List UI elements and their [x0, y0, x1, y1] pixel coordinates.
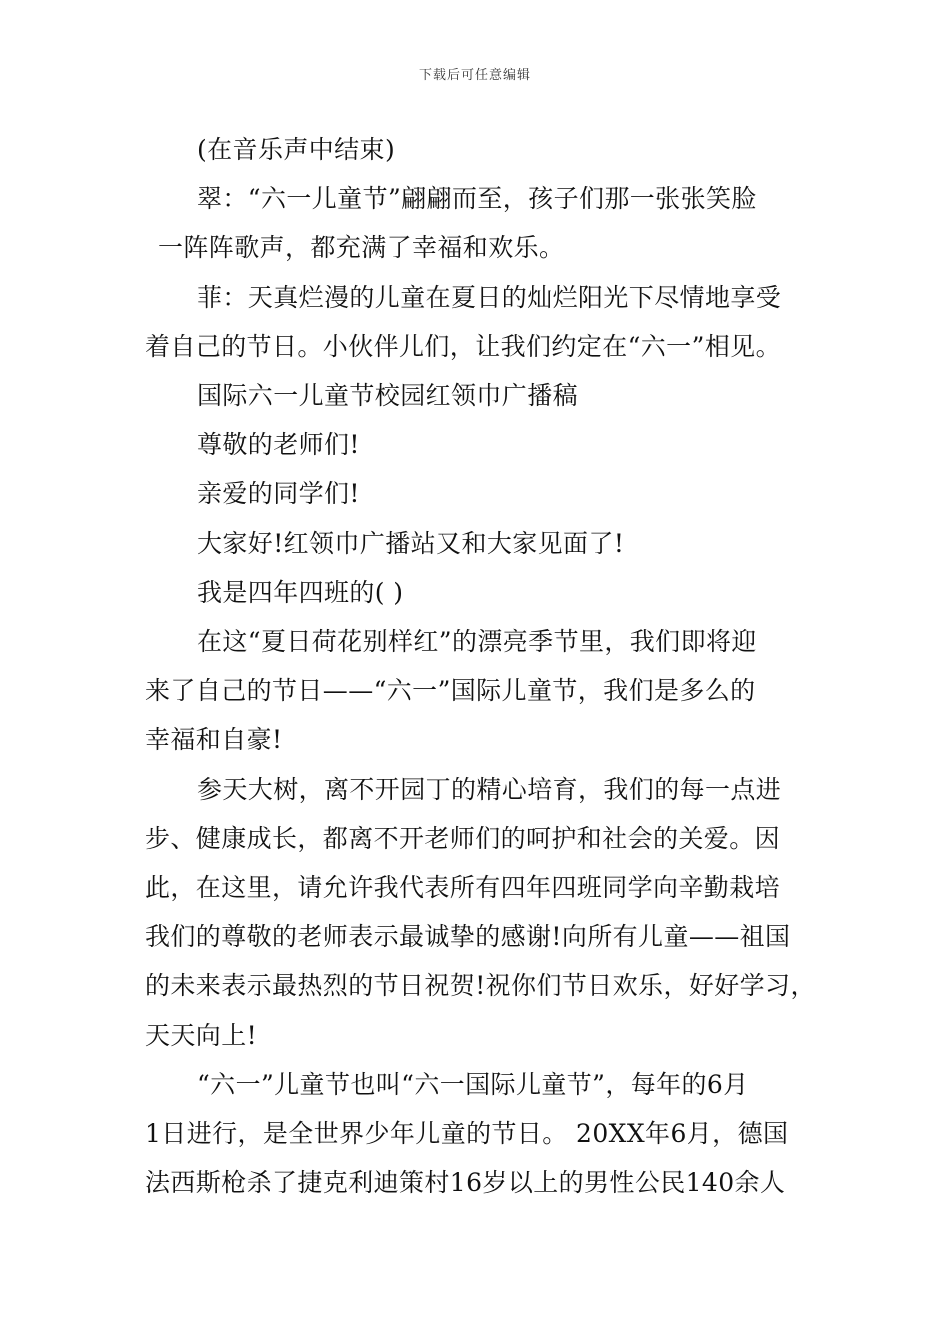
paragraph-line: (在音乐声中结束): [197, 135, 396, 164]
page-header: 下载后可任意编辑: [418, 68, 531, 83]
paragraph-line: 翠：“六一儿童节”翩翩而至，孩子们那一张张笑脸: [197, 184, 757, 214]
paragraph-line: 天天向上!: [145, 1020, 258, 1050]
paragraph-line: 亲爱的同学们!: [197, 479, 360, 509]
document-body: [145, 125, 816, 1207]
paragraph-line: 大家好!红领巾广播站又和大家见面了!: [197, 528, 625, 558]
paragraph-line: 尊敬的老师们!: [197, 430, 360, 460]
paragraph-line: 我们的尊敬的老师表示最诚挚的感谢!向所有儿童——祖国: [145, 922, 791, 952]
paragraph-line: 的未来表示最热烈的节日祝贺!祝你们节日欢乐，好好学习，: [145, 971, 816, 1001]
paragraph-line: 菲：天真烂漫的儿童在夏日的灿烂阳光下尽情地享受: [197, 282, 782, 312]
paragraph-line: 来了自己的节日——“六一”国际儿童节，我们是多么的: [145, 676, 756, 706]
paragraph-line: 参天大树，离不开园丁的精心培育，我们的每一点进: [197, 774, 782, 804]
paragraph-line: 国际六一儿童节校园红领巾广播稿: [197, 381, 579, 411]
paragraph-line: 此，在这里，请允许我代表所有四年四班同学向辛勤栽培: [145, 873, 781, 903]
paragraph-line: 我是四年四班的( ): [197, 577, 404, 607]
paragraph-line: 幸福和自豪!: [145, 725, 283, 755]
paragraph-line: 一阵阵歌声，都充满了幸福和欢乐。: [158, 233, 565, 263]
paragraph-line: “六一”儿童节也叫“六一国际儿童节”，每年的6月: [197, 1069, 749, 1099]
paragraph-line: 1日进行，是全世界少年儿童的节日。 20XX年6月，德国: [145, 1119, 789, 1149]
paragraph-line: 在这“夏日荷花别样红”的漂亮季节里，我们即将迎: [197, 627, 757, 657]
paragraph-line: 着自己的节日。小伙伴儿们，让我们约定在“六一”相见。: [145, 331, 781, 361]
paragraph-line: 步、健康成长，都离不开老师们的呵护和社会的关爱。因: [145, 823, 781, 853]
paragraph-line: 法西斯枪杀了捷克利迪策村16岁以上的男性公民140余人: [145, 1168, 786, 1198]
